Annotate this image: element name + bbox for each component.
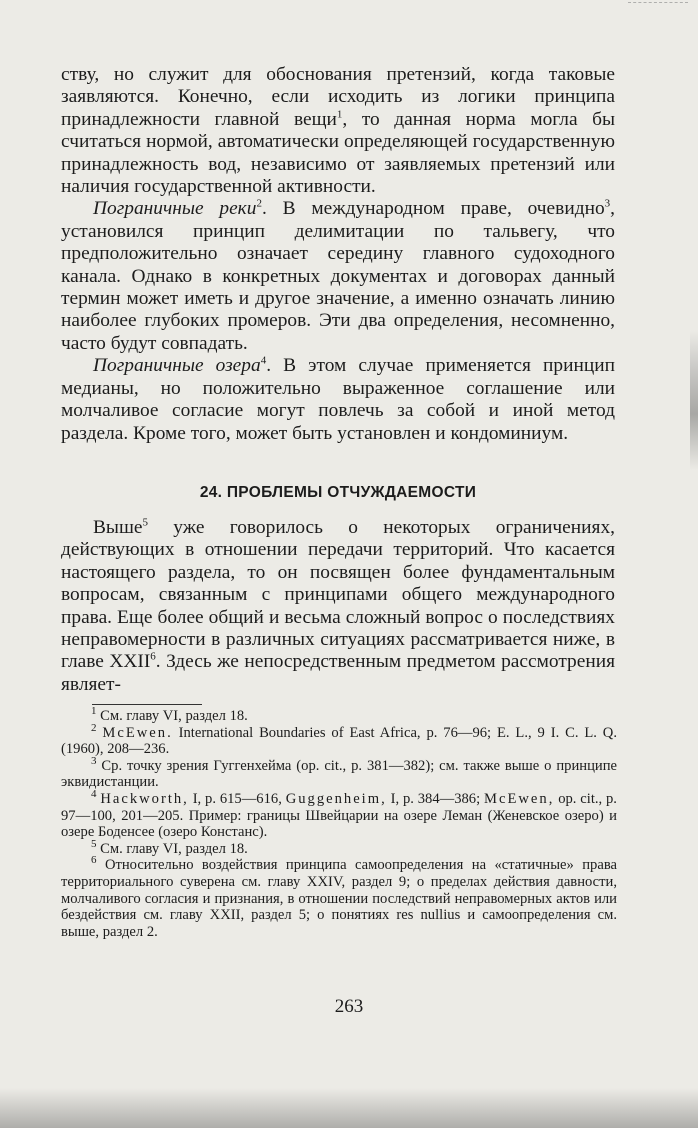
paragraph-lakes	[61, 355, 615, 445]
term-lakes: Пограничные озера	[93, 355, 261, 377]
footnote-5	[61, 837, 617, 858]
lakes-text: . В этом случае применяется принцип медианы, но положительно выраженное соглашение или молчаливое согласие могут повлечь за собой и иной метод раздела. Кроме того, может быть установлен и кондоминиум.	[61, 355, 615, 444]
footnote-2	[61, 721, 617, 758]
paragraph-continuation: ству, но служит для обоснования претензий, когда таковые заявляются. Конечно, если исходить из логики принципа принадлежности главной вещи$^1$, то данная норма могла бы считаться нормой, автоматически определяющей государственную принадлежность вод, независимо от заявляемых претензий или наличия государственной активности.	[61, 64, 616, 198]
footnote-text: op. cit., p. 97—100, 201—205. Пример: границы Швейцарии на озере Леман (Женевское озеро) и озере Боденсее (озеро Констанс).	[61, 790, 617, 841]
section-text-a: Выше	[93, 517, 143, 538]
main-text-top	[61, 64, 615, 445]
main-text-section	[61, 517, 615, 696]
footnote-marker: 3	[91, 754, 97, 767]
footnote-divider	[92, 704, 202, 705]
footnote-3	[61, 754, 617, 791]
scan-edge-shadow	[690, 330, 698, 470]
section-text-b: уже говорилось о некоторых ограничениях, действующих в отношении передачи территорий. Что касается настоящего раздела, то он посвящен более фундаментальным вопросам, связанным с принципами общего международного права. Еще более общий и весьма сложный вопрос о последствиях неправомерности в различных ситуациях рассматривается ниже, в главе XXII	[61, 517, 615, 673]
scan-bottom-shadow	[0, 1088, 698, 1128]
paragraph-section	[61, 517, 615, 696]
footnote-author: Guggenheim,	[285, 790, 387, 807]
footnote-author: McEwen,	[484, 790, 555, 807]
paragraph-rivers	[61, 198, 615, 355]
footnote-text: I, p. 615—616,	[192, 790, 282, 807]
scan-edge-mark	[628, 2, 688, 3]
footnote-text: См. главу VI, раздел 18.	[100, 840, 248, 857]
rivers-text-a: . В международном праве, очевидно	[261, 198, 605, 220]
footnote-author: McEwen.	[102, 724, 173, 741]
footnote-text: См. главу VI, раздел 18.	[100, 708, 248, 724]
footnote-marker: 2	[91, 721, 97, 734]
term-rivers: Пограничные реки	[93, 198, 257, 220]
footnotes	[61, 705, 617, 940]
footnote-text: I, p. 384—386;	[390, 790, 481, 807]
page-number: 263	[334, 996, 364, 1017]
footnote-ref-6: 6	[150, 650, 156, 663]
footnote-marker: 1	[91, 705, 97, 718]
footnote-author: Hackworth,	[100, 790, 189, 807]
section-text-c: . Здесь же непосредственным предметом рассмотрения являет-	[61, 651, 616, 695]
footnote-ref-4: 4	[260, 354, 267, 367]
footnote-marker: 4	[91, 788, 97, 801]
footnote-ref-3: 3	[604, 197, 611, 210]
footnote-text: International Boundaries of East Africa, p. 76—96; E. L., 9 I. C. L. Q. (1960), 208—236.	[61, 724, 617, 758]
footnote-marker: 6	[91, 854, 97, 867]
section-heading: 24. ПРОБЛЕМЫ ОТЧУЖДАЕМОСТИ	[199, 484, 477, 501]
footnote-ref-5: 5	[142, 516, 148, 529]
footnote-4	[61, 788, 617, 841]
footnote-ref-2: 2	[256, 197, 262, 210]
footnote-text: Ср. точку зрения Гуггенхейма (op. cit., p. 381—382); см. также выше о принципе эквидистанции.	[61, 757, 617, 791]
paragraph-text-2: то данная норма могла бы считаться нормой, автоматически определяющей государственную принадлежность вод, независимо от заявляемых претензий или наличия государственной активности.	[61, 108, 616, 198]
footnote-marker: 5	[91, 837, 97, 850]
footnote-6	[61, 854, 617, 940]
paragraph-text: ству, но служит для обоснования претензий, когда таковые заявляются. Конечно, если исходить из логики принципа принадлежности главной вещи	[61, 64, 615, 130]
footnote-1	[61, 705, 617, 725]
footnote-text: Относительно воздействия принципа самоопределения на «статичные» права территориального суверена см. главу XXIV, раздел 9; о пределах действия давности, молчаливого согласия и признания, в отношении последствий неправомерных актов или бездействия см. главу XXII, раздел 5; о понятиях res nullius и самоопределения см. выше, раздел 2.	[61, 857, 617, 940]
rivers-text-b: , установился принцип делимитации по тальвегу, что предположительно означает середину главного судоходного канала. Однако в конкретных документах и договорах данный термин может иметь и другое значение, а именно означать линию наиболее глубоких промеров. Эти два определения, несомненно, часто будут совпадать.	[61, 198, 615, 354]
footnote-ref-1: 1	[336, 108, 343, 121]
